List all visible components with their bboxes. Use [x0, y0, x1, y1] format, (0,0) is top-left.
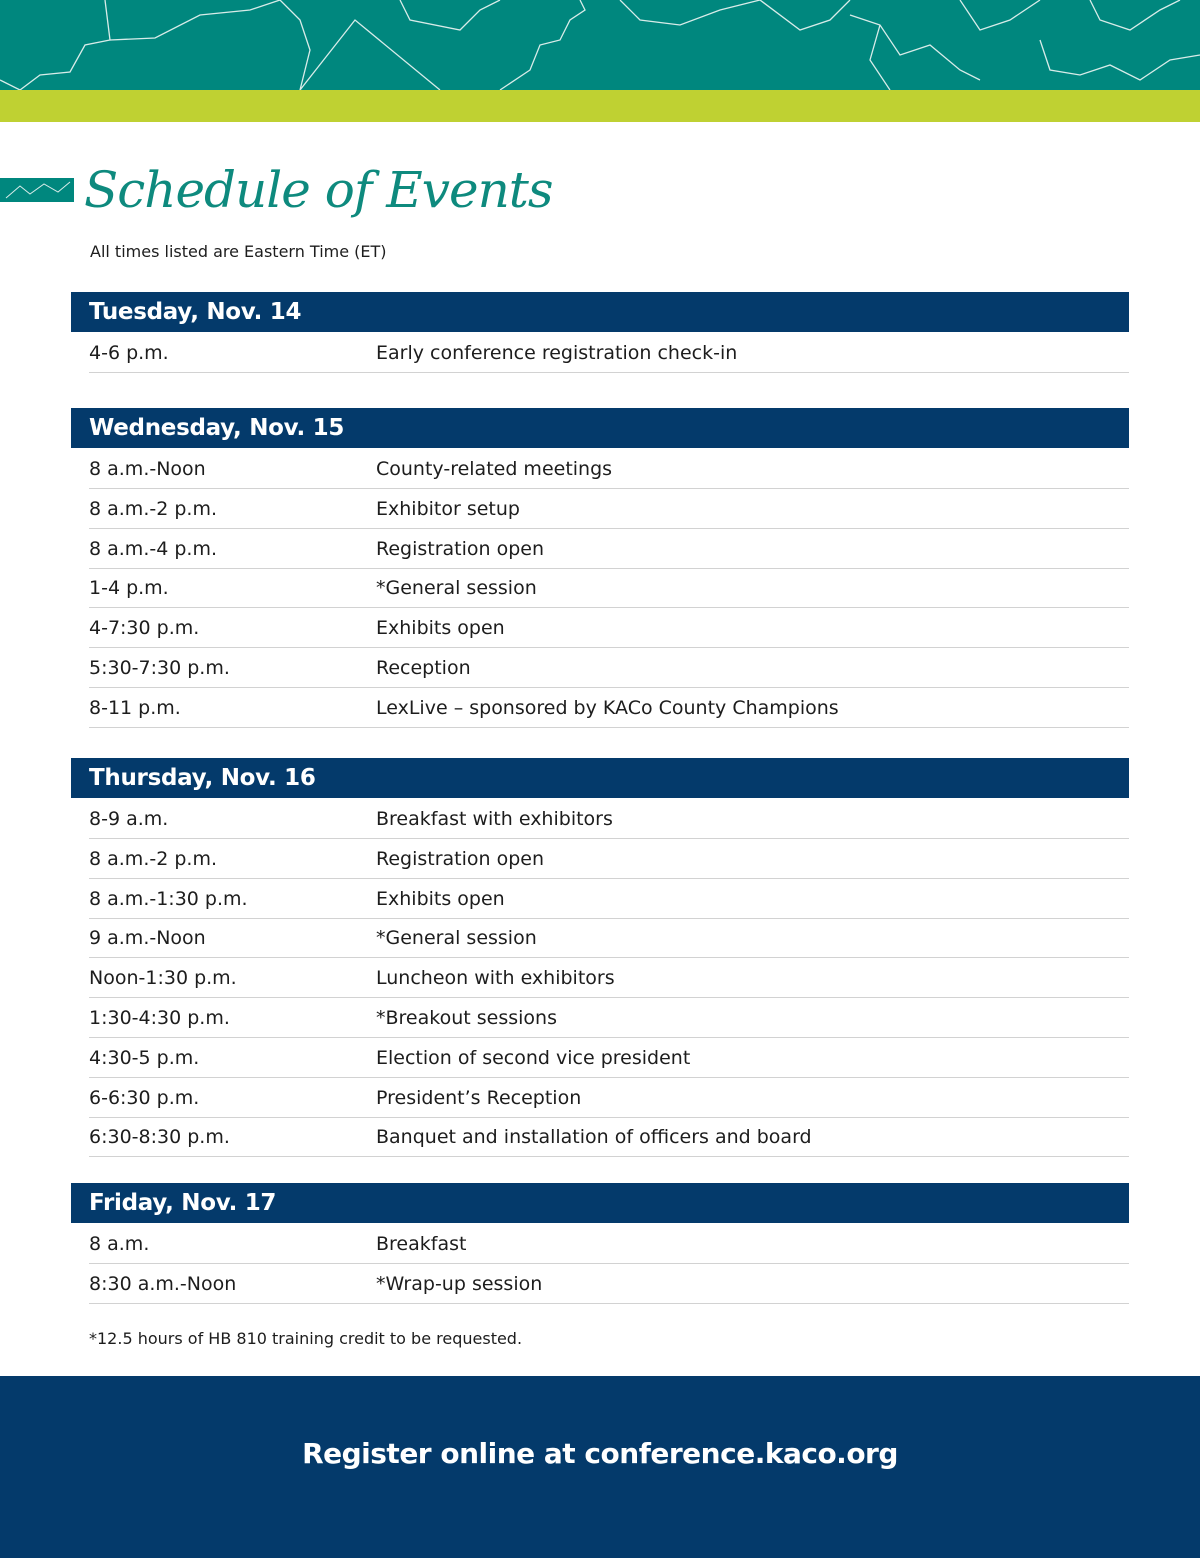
event-time: 8 a.m. [89, 1233, 150, 1255]
event-time: 4:30-5 p.m. [89, 1046, 200, 1069]
event-time: 8 a.m.-Noon [89, 458, 206, 480]
schedule-row [89, 333, 1129, 373]
event-time: 8 a.m.-4 p.m. [89, 537, 217, 560]
day-header: Tuesday, Nov. 14 [71, 292, 1129, 332]
event-name: Exhibitor setup [376, 497, 520, 520]
event-name: Exhibits open [376, 887, 505, 910]
event-time: 4-6 p.m. [89, 342, 169, 364]
schedule-row [89, 1117, 1129, 1157]
schedule-row [89, 1224, 1129, 1264]
event-time: 1-4 p.m. [89, 577, 169, 600]
day-header: Friday, Nov. 17 [71, 1183, 1129, 1223]
schedule-row [89, 688, 1129, 728]
schedule-row [89, 998, 1129, 1038]
event-time: Noon-1:30 p.m. [89, 967, 237, 990]
event-time: 8 a.m.-1:30 p.m. [89, 887, 248, 910]
schedule-row [89, 568, 1129, 608]
event-name: *General session [376, 927, 537, 950]
event-name: Breakfast with exhibitors [376, 808, 613, 830]
event-name: Early conference registration check-in [376, 342, 738, 364]
event-name: Banquet and installation of officers and board [376, 1126, 812, 1149]
day-header: Wednesday, Nov. 15 [71, 408, 1129, 448]
event-name: Registration open [376, 847, 545, 870]
event-name: Exhibits open [376, 617, 505, 640]
schedule-row [89, 1078, 1129, 1118]
schedule-row [89, 489, 1129, 529]
schedule-row [89, 1038, 1129, 1078]
event-time: 8-9 a.m. [89, 808, 169, 830]
schedule-row [89, 608, 1129, 648]
accent-stripe [0, 90, 1200, 122]
event-name: Luncheon with exhibitors [376, 967, 615, 990]
event-name: Registration open [376, 537, 545, 560]
event-time: 9 a.m.-Noon [89, 927, 206, 950]
header-map-banner [0, 0, 1200, 90]
event-time: 8:30 a.m.-Noon [89, 1272, 237, 1295]
event-name: Election of second vice president [376, 1046, 691, 1069]
event-name: *Wrap-up session [376, 1272, 543, 1295]
schedule-row [89, 449, 1129, 489]
schedule-row [89, 529, 1129, 569]
event-name: *General session [376, 577, 537, 600]
schedule-row [89, 958, 1129, 998]
event-time: 1:30-4:30 p.m. [89, 1007, 230, 1029]
schedule-row [89, 879, 1129, 919]
event-name: *Breakout sessions [376, 1007, 557, 1029]
schedule-row [89, 648, 1129, 688]
schedule-row [89, 918, 1129, 958]
time-zone-note: All times listed are Eastern Time (ET) [90, 242, 387, 261]
event-time: 8 a.m.-2 p.m. [89, 497, 217, 520]
schedule-row [89, 799, 1129, 839]
event-time: 6-6:30 p.m. [89, 1086, 200, 1109]
event-name: Reception [376, 657, 471, 679]
map-fragment-icon [0, 178, 74, 202]
day-header: Thursday, Nov. 16 [71, 758, 1129, 798]
event-name: LexLive – sponsored by KACo County Champions [376, 696, 839, 719]
event-time: 8 a.m.-2 p.m. [89, 847, 217, 870]
county-map-outline [0, 0, 1200, 90]
schedule-row [89, 1264, 1129, 1304]
event-time: 4-7:30 p.m. [89, 617, 200, 640]
registration-link[interactable]: Register online at conference.kaco.org [302, 1437, 898, 1470]
footnote: *12.5 hours of HB 810 training credit to be requested. [89, 1329, 523, 1348]
event-name: President’s Reception [376, 1086, 582, 1109]
event-time: 6:30-8:30 p.m. [89, 1126, 230, 1149]
schedule-row [89, 839, 1129, 879]
event-time: 8-11 p.m. [89, 696, 181, 719]
event-time: 5:30-7:30 p.m. [89, 657, 230, 679]
page-title: Schedule of Events [84, 161, 553, 219]
event-name: County-related meetings [376, 458, 613, 480]
event-name: Breakfast [376, 1233, 467, 1255]
